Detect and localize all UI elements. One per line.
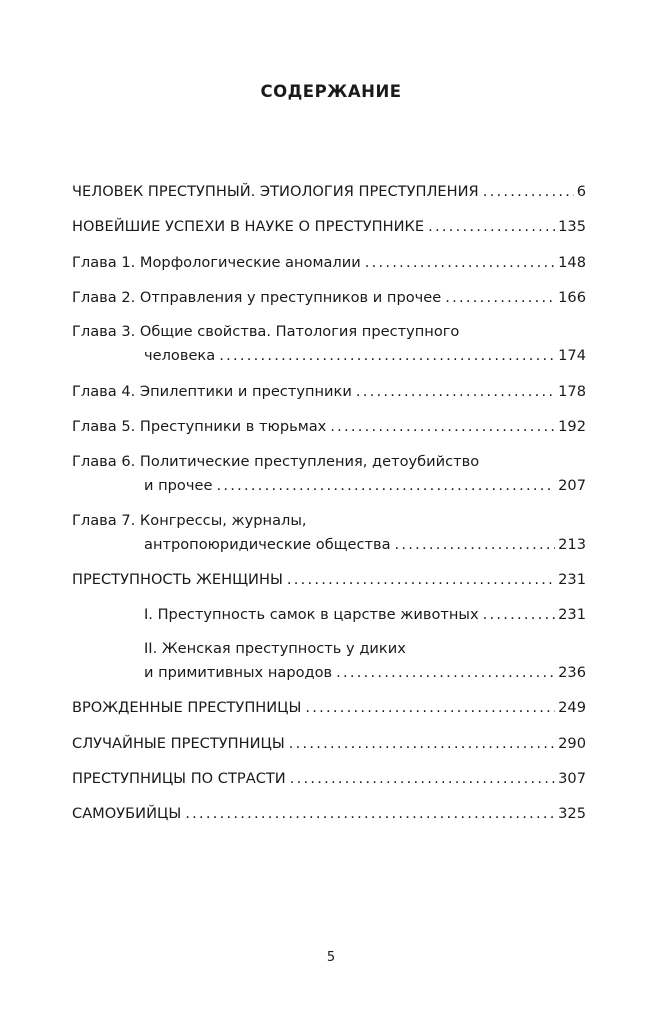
toc-entry — [72, 320, 586, 368]
toc-page-number: 192 — [558, 418, 586, 435]
toc-page-number: 236 — [558, 664, 586, 681]
dot-leader — [330, 415, 555, 439]
toc-entry-title: Глава 2. Отправления у преступников и прочее — [72, 289, 442, 306]
toc-page-number: 325 — [558, 805, 586, 822]
toc-entry — [72, 380, 586, 404]
toc-entry — [72, 509, 586, 557]
toc-entry-title-continued: антропоюридические общества — [144, 536, 391, 553]
toc-page-number: 166 — [558, 289, 586, 306]
toc-entry — [72, 568, 586, 592]
toc-entry — [72, 802, 586, 826]
toc-entry-title: ПРЕСТУПНОСТЬ ЖЕНЩИНЫ — [72, 571, 283, 588]
toc-page-number: 207 — [558, 477, 586, 494]
toc-entry — [72, 251, 586, 275]
dot-leader — [216, 474, 555, 498]
dot-leader — [395, 533, 556, 557]
toc-entry-title-continued: и прочее — [144, 477, 213, 494]
toc-entry-title: Глава 6. Политические преступления, детоубийство — [72, 453, 480, 470]
page-title: СОДЕРЖАНИЕ — [260, 82, 402, 101]
toc-page-number: 231 — [558, 606, 586, 623]
dot-leader — [483, 180, 574, 204]
toc-entry-title: СЛУЧАЙНЫЕ ПРЕСТУПНИЦЫ — [72, 735, 285, 752]
dot-leader — [356, 380, 555, 404]
toc-entry-title: II. Женская преступность у диких — [144, 640, 406, 657]
toc-entry-title-continued: человека — [144, 347, 216, 364]
toc-entry-title: ПРЕСТУПНИЦЫ ПО СТРАСТИ — [72, 770, 286, 787]
toc-page-number: 290 — [558, 735, 586, 752]
toc-entry — [72, 696, 586, 720]
toc-page-number: 6 — [576, 183, 586, 200]
toc-entry — [72, 180, 586, 204]
toc-entry — [72, 450, 586, 498]
dot-leader — [289, 732, 555, 756]
toc-page-number: 231 — [558, 571, 586, 588]
toc-page-number: 148 — [558, 254, 586, 271]
toc-page-number: 174 — [558, 347, 586, 364]
toc-entry — [72, 603, 586, 627]
page-number-footer: 5 — [326, 950, 336, 965]
toc-entry-title: Глава 4. Эпилептики и преступники — [72, 383, 352, 400]
toc-entry — [72, 415, 586, 439]
dot-leader — [336, 661, 555, 685]
toc-entry — [72, 286, 586, 310]
toc-entry — [72, 215, 586, 239]
toc-entry — [72, 767, 586, 791]
toc-entry-title: Глава 5. Преступники в тюрьмах — [72, 418, 327, 435]
dot-leader — [219, 344, 555, 368]
toc-entry-title: НОВЕЙШИЕ УСПЕХИ В НАУКЕ О ПРЕСТУПНИКЕ — [72, 218, 425, 235]
toc-entry-title: Глава 7. Конгрессы, журналы, — [72, 512, 307, 529]
toc-entry — [72, 637, 586, 685]
dot-leader — [445, 286, 555, 310]
toc-page-number: 249 — [558, 699, 586, 716]
toc-entry-title: I. Преступность самок в царстве животных — [144, 606, 479, 623]
dot-leader — [365, 251, 555, 275]
dot-leader — [483, 603, 556, 627]
dot-leader — [428, 215, 555, 239]
toc-entry-title: САМОУБИЙЦЫ — [72, 805, 182, 822]
toc-entry-title: Глава 1. Морфологические аномалии — [72, 254, 361, 271]
toc-page-number: 307 — [558, 770, 586, 787]
dot-leader — [290, 767, 555, 791]
toc-entry-title: ЧЕЛОВЕК ПРЕСТУПНЫЙ. ЭТИОЛОГИЯ ПРЕСТУПЛЕНИЯ — [72, 183, 479, 200]
toc-entry-title-continued: и примитивных народов — [144, 664, 333, 681]
dot-leader — [185, 802, 555, 826]
toc-entry-title: ВРОЖДЕННЫЕ ПРЕСТУПНИЦЫ — [72, 699, 302, 716]
toc-page-number: 213 — [558, 536, 586, 553]
toc-page-number: 178 — [558, 383, 586, 400]
dot-leader — [305, 696, 555, 720]
toc-entry — [72, 732, 586, 756]
toc-page-number: 135 — [558, 218, 586, 235]
dot-leader — [287, 568, 555, 592]
toc-entry-title: Глава 3. Общие свойства. Патология преступного — [72, 323, 460, 340]
